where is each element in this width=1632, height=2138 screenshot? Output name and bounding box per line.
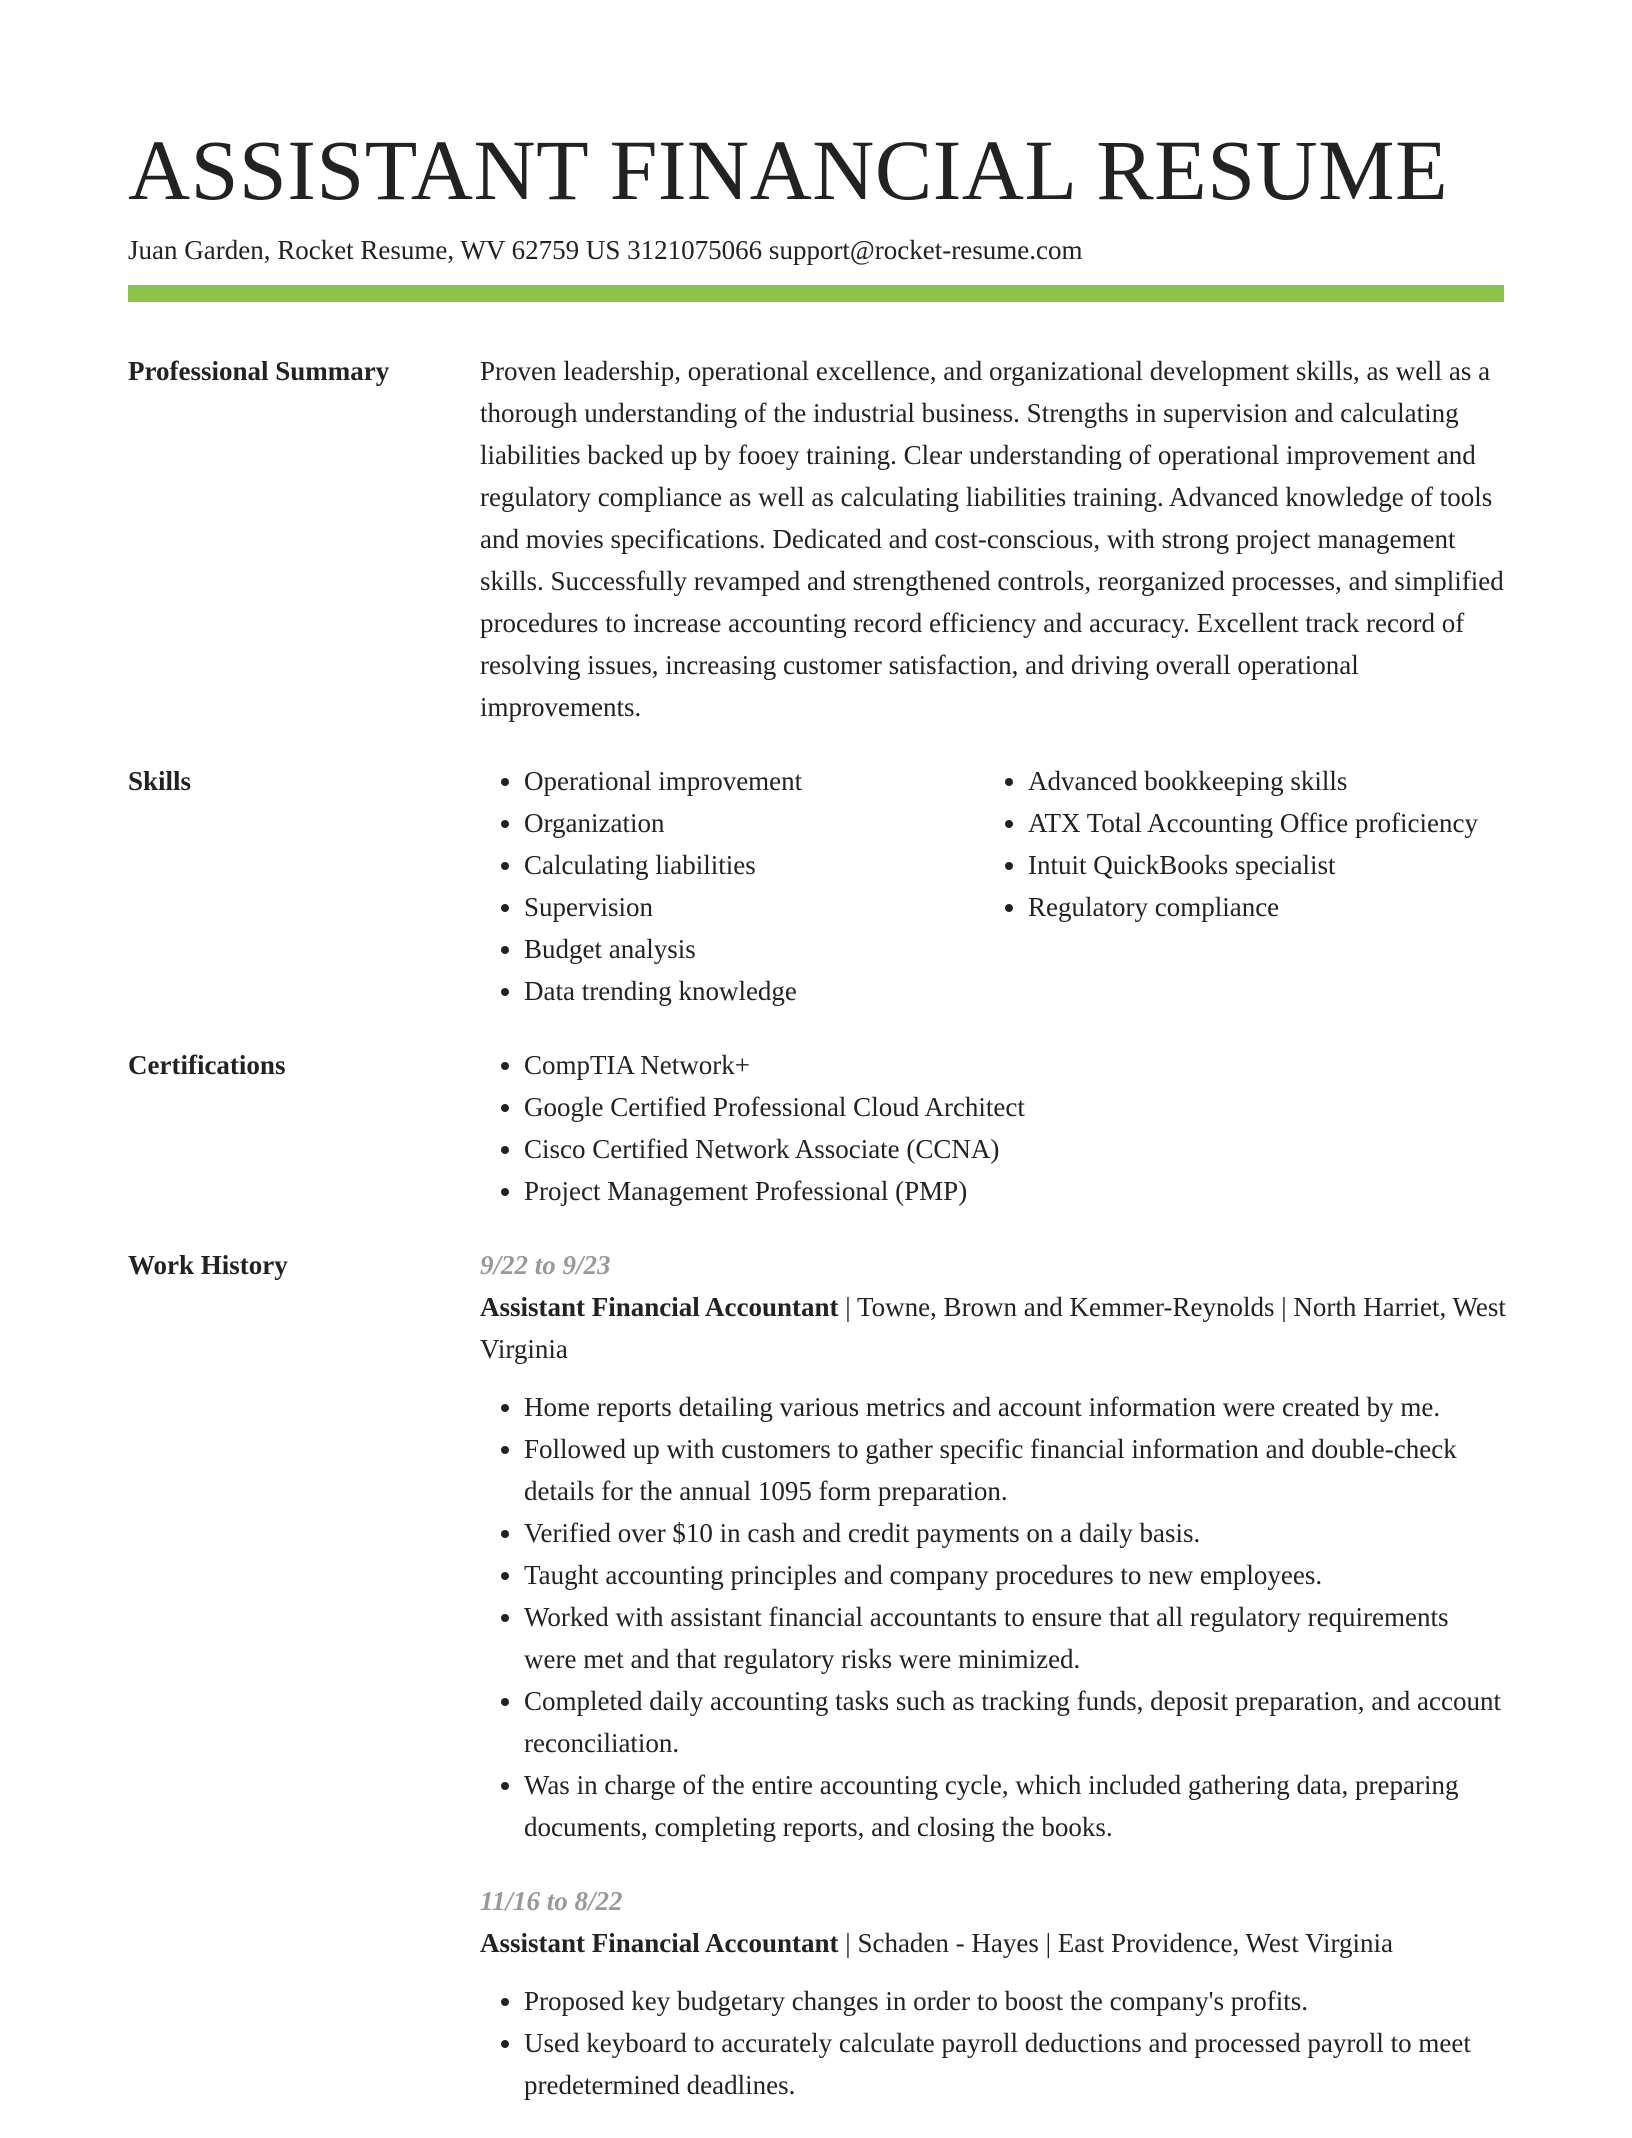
certifications-section: [0, 1044, 1632, 1212]
skills-section: [0, 760, 1632, 1012]
job-entry: [480, 1244, 1506, 1848]
job-dates: 11/16 to 8/22: [480, 1886, 623, 1916]
job-heading: [480, 1286, 1506, 1370]
resume-title: ASSISTANT FINANCIAL RESUME: [128, 122, 1449, 218]
contact-line: Juan Garden, Rocket Resume, WV 62759 US 3121075066 support@rocket-resume.com: [128, 235, 1083, 265]
skill-item: • Regulatory compliance: [1028, 886, 1488, 928]
job-duty: • Taught accounting principles and company procedures to new employees.: [524, 1554, 1506, 1596]
certifications-label: Certifications: [128, 1050, 286, 1080]
skills-list-left: [480, 760, 984, 1012]
skills-label: Skills: [128, 766, 192, 796]
job-entry: [480, 1880, 1506, 2106]
skill-item: • Data trending knowledge: [524, 970, 984, 1012]
skills-list-right: [984, 760, 1488, 1012]
skill-item: • Calculating liabilities: [524, 844, 984, 886]
job-duty: • Home reports detailing various metrics and account information were created by me.: [524, 1386, 1506, 1428]
job-title: Assistant Financial Accountant: [480, 1928, 839, 1958]
certification-item: • Google Certified Professional Cloud Architect: [524, 1086, 1506, 1128]
job-employer-location: | Towne, Brown and Kemmer-Reynolds | North Harriet, West Virginia: [480, 1292, 1506, 1364]
job-title: Assistant Financial Accountant: [480, 1292, 839, 1322]
work-history-section: [0, 1244, 1632, 2106]
job-duties-list: [480, 1980, 1506, 2106]
job-duty: • Proposed key budgetary changes in order to boost the company's profits.: [524, 1980, 1506, 2022]
job-duty: • Was in charge of the entire accounting cycle, which included gathering data, preparing documents, completing reports, and closing the books.: [524, 1764, 1506, 1848]
certification-item: • Project Management Professional (PMP): [524, 1170, 1506, 1212]
skill-item: • Operational improvement: [524, 760, 984, 802]
skill-item: • Budget analysis: [524, 928, 984, 970]
certification-item: • CompTIA Network+: [524, 1044, 1506, 1086]
certification-item: • Cisco Certified Network Associate (CCNA): [524, 1128, 1506, 1170]
summary-section: [0, 350, 1632, 728]
job-duty: • Completed daily accounting tasks such as tracking funds, deposit preparation, and account reconciliation.: [524, 1680, 1506, 1764]
skill-item: • Supervision: [524, 886, 984, 928]
skill-item: • Intuit QuickBooks specialist: [1028, 844, 1488, 886]
job-dates: 9/22 to 9/23: [480, 1250, 611, 1280]
accent-divider: [128, 285, 1504, 302]
job-duty: • Verified over $10 in cash and credit payments on a daily basis.: [524, 1512, 1506, 1554]
certifications-list: [480, 1044, 1506, 1212]
job-heading: [480, 1922, 1506, 1964]
skill-item: • ATX Total Accounting Office proficiency: [1028, 802, 1488, 844]
job-duty: • Worked with assistant financial accountants to ensure that all regulatory requirements were met and that regulatory risks were minimized.: [524, 1596, 1506, 1680]
job-employer-location: | Schaden - Hayes | East Providence, West Virginia: [838, 1928, 1393, 1958]
job-duty: • Used keyboard to accurately calculate payroll deductions and processed payroll to meet predetermined deadlines.: [524, 2022, 1506, 2106]
summary-text: Proven leadership, operational excellence, and organizational development skills, as well as a thorough understanding of the industrial business. Strengths in supervision and calculating liabilities backed up by fooey training. Clear understanding of operational improvement and regulatory compliance as well as calculating liabilities training. Advanced knowledge of tools and movies specifications. Dedicated and cost-conscious, with strong project management skills. Successfully revamped and strengthened controls, reorganized processes, and simplified procedures to increase accounting record efficiency and accuracy. Excellent track record of resolving issues, increasing customer satisfaction, and driving overall operational improvements.: [480, 356, 1504, 722]
skills-columns: [480, 760, 1506, 1012]
resume-content: [0, 350, 1632, 2138]
job-duty: • Followed up with customers to gather specific financial information and double-check details for the annual 1095 form preparation.: [524, 1428, 1506, 1512]
summary-label: Professional Summary: [128, 356, 390, 386]
skill-item: • Organization: [524, 802, 984, 844]
skill-item: • Advanced bookkeeping skills: [1028, 760, 1488, 802]
work-history-label: Work History: [128, 1250, 288, 1280]
job-duties-list: [480, 1386, 1506, 1848]
